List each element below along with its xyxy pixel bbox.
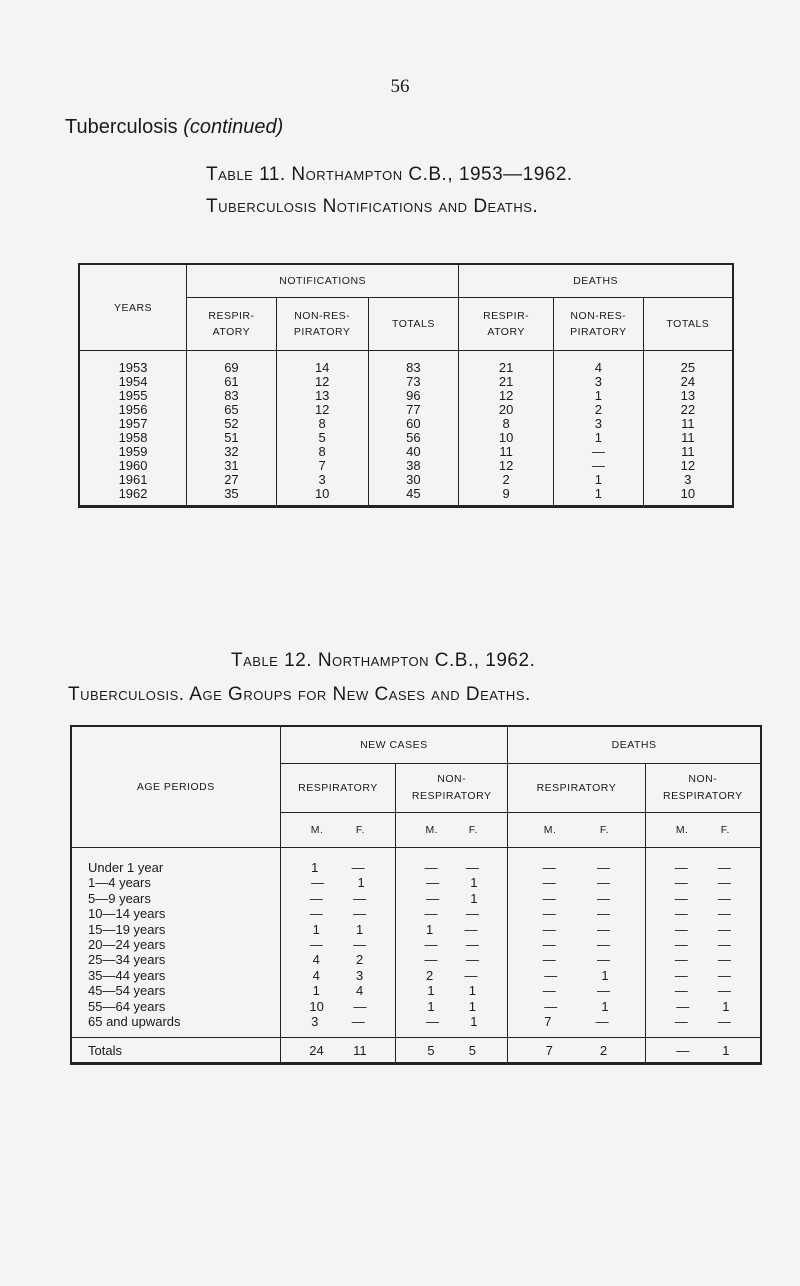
value-male: 7 [544,1014,552,1030]
header-mf: M. F. [280,813,396,848]
table-cell: 21 [459,351,554,376]
value-male: 1 [312,983,320,999]
header-deaths: DEATHS [508,726,761,764]
table-cell: — [553,445,643,459]
table-cell: 30 [368,473,459,487]
value-female: — [717,1014,731,1030]
cell-age-period: 45—54 years [88,983,166,999]
table-cell: 27 [187,473,277,487]
value-female: — [717,906,731,922]
table-cell [280,891,396,906]
value-female: 1 [357,875,365,891]
header-new-cases: NEW CASES [280,726,508,764]
value-male: — [676,1042,690,1058]
table-row [71,952,761,967]
value-female: 5 [468,1042,477,1058]
table-cell [508,906,646,921]
table-cell: 24 [643,375,733,389]
value-female: — [351,860,365,875]
value-female: — [717,952,731,968]
table-cell: 1 [553,473,643,487]
header-deaths-respiratory: RESPIR- ATORY [459,298,554,351]
table-cell: 60 [368,417,459,431]
table-row [71,848,761,876]
header-deaths-nonrespiratory: NON- RESPIRATORY [645,764,761,813]
value-female: 1 [722,998,730,1014]
value-female: — [717,875,731,891]
value-male: — [425,890,439,906]
value-male: 4 [312,952,320,968]
value-female: — [717,967,731,983]
table-cell: 3 [553,375,643,389]
table11-caption-line1: Table 11. Northampton C.B., 1953—1962. [206,164,573,185]
value-female: — [465,952,479,968]
table-cell: 10 [643,487,733,507]
value-male: — [674,875,688,891]
value-male: 1 [427,998,435,1014]
cell-age-period: 35—44 years [88,967,166,983]
table-cell: 11 [459,445,554,459]
value-male: — [542,875,556,891]
header-mf: M. F. [645,813,761,848]
value-female: — [597,875,611,891]
header-deaths: DEATHS [459,264,733,298]
table-cell [508,1014,646,1038]
value-female: 1 [468,998,477,1014]
cell-age-period: 10—14 years [88,906,166,922]
value-male: — [425,875,439,891]
table-cell: 61 [187,375,277,389]
value-male: — [424,860,438,875]
value-female: — [597,921,611,937]
value-male: — [542,860,556,875]
table-cell: 52 [187,417,277,431]
value-female: 1 [722,1042,730,1058]
value-female: — [597,983,611,999]
table-cell: — [553,459,643,473]
page-number: 56 [390,76,410,97]
value-female: — [353,998,367,1014]
totals-row [71,1038,761,1064]
table-cell: 73 [368,375,459,389]
cell-year: 1962 [118,486,148,501]
table-cell [280,875,396,890]
cell-year: 1961 [118,472,148,487]
value-male: — [674,860,688,875]
table-cell: 77 [368,403,459,417]
value-male: 10 [309,998,324,1014]
table-cell [508,1038,646,1064]
value-female: — [353,890,367,906]
value-female: — [717,937,731,953]
table-cell: 8 [459,417,554,431]
value-female: — [717,860,731,875]
value-female: — [353,906,367,922]
value-female: — [717,983,731,999]
table-row [79,473,733,487]
table-row [79,445,733,459]
section-title-continued: (continued) [183,116,284,138]
value-female: 1 [601,967,609,983]
table-cell: 35 [187,487,277,507]
value-male: — [674,906,688,922]
table-cell [396,952,508,967]
table-cell: 31 [187,459,277,473]
value-male: 4 [312,967,320,983]
value-female: — [597,952,611,968]
table-cell [645,875,761,890]
table-cell: 12 [276,375,368,389]
table-cell: 83 [187,389,277,403]
cell-age-period: 55—64 years [88,998,166,1014]
value-female: — [465,937,479,953]
value-male: — [309,906,323,922]
value-male: — [311,875,325,891]
table-row [79,487,733,507]
value-female: — [464,967,478,983]
header-mf: M. F. [508,813,646,848]
value-female: 4 [355,983,364,999]
table-row [79,403,733,417]
table-cell [396,937,508,952]
table-cell: 8 [276,417,368,431]
header-age-periods: AGE PERIODS [71,726,280,848]
table-cell [280,1038,396,1064]
table-cell [396,1014,508,1038]
table-cell [280,952,396,967]
table-cell: 51 [187,431,277,445]
table-cell: 2 [459,473,554,487]
value-female: 11 [353,1042,367,1058]
header-deaths-totals: TOTALS [643,298,733,351]
value-female: 1 [601,998,609,1014]
table-cell [645,968,761,983]
table-cell: 45 [368,487,459,507]
cell-age-period: 25—34 years [88,952,166,968]
table-cell [280,906,396,921]
table-row [71,891,761,906]
value-male: — [674,952,688,968]
table-cell: 8 [276,445,368,459]
table-cell [280,937,396,952]
table-row [79,375,733,389]
table-cell [508,891,646,906]
table-cell [645,891,761,906]
value-male: 7 [545,1042,553,1058]
cell-year: 1953 [118,360,148,375]
value-male: — [309,890,323,906]
value-male: — [425,1014,439,1030]
cell-year: 1958 [118,430,148,445]
table-row [71,999,761,1014]
value-male: 1 [311,860,319,875]
cell-year: 1956 [118,402,148,417]
value-female: 2 [355,952,364,968]
value-male: 1 [427,983,435,999]
table-cell: 1 [553,487,643,507]
cell-year: 1957 [118,416,148,431]
table-cell: 2 [553,403,643,417]
table-cell [645,922,761,937]
value-male: — [542,952,556,968]
table-row [71,968,761,983]
value-female: 1 [470,1014,478,1030]
table-cell [645,848,761,876]
table-cell [645,937,761,952]
value-male: 2 [425,967,434,983]
table-cell: 1 [553,389,643,403]
table-cell: 21 [459,375,554,389]
value-female: 1 [468,983,477,999]
table-cell: 12 [643,459,733,473]
value-male: — [544,967,558,983]
table-cell [645,983,761,998]
value-female: — [465,860,479,875]
cell-age-period: Totals [71,1038,280,1064]
table-cell [396,906,508,921]
header-mf: M. F. [396,813,508,848]
table11-caption-line2: Tuberculosis Notifications and Deaths. [206,196,539,217]
table-cell: 9 [459,487,554,507]
table-row [79,389,733,403]
cell-year: 1960 [118,458,148,473]
table-cell: 11 [643,445,733,459]
cell-age-period: Under 1 year [88,860,164,875]
value-male: — [542,890,556,906]
value-male: — [424,906,438,922]
table-row [71,937,761,952]
table-cell [508,968,646,983]
section-title-text: Tuberculosis [65,116,178,138]
value-female: 1 [355,921,364,937]
table12-caption-line1: Table 12. Northampton C.B., 1962. [231,650,536,671]
value-male: — [674,890,688,906]
table-cell: 13 [276,389,368,403]
header-notif-nonrespiratory: NON-RES- PIRATORY [276,298,368,351]
table-cell [396,875,508,890]
table-cell: 40 [368,445,459,459]
table12-caption-line2: Tuberculosis. Age Groups for New Cases and Deaths. [68,684,531,705]
table-cell [280,848,396,876]
cell-age-period: 5—9 years [88,890,151,906]
value-female: — [595,1014,609,1030]
cell-age-period: 65 and upwards [88,1014,181,1030]
cell-age-period: 15—19 years [88,921,166,937]
value-male: — [542,921,556,937]
header-cases-nonrespiratory: NON- RESPIRATORY [396,764,508,813]
table-cell [645,999,761,1014]
table-row [71,1014,761,1038]
value-female: — [464,921,478,937]
cell-year: 1954 [118,374,148,389]
table-cell: 11 [643,431,733,445]
table-cell [280,1014,396,1038]
value-male: — [674,967,688,983]
table-notifications-deaths [78,263,734,508]
value-female: 1 [470,875,478,891]
table-cell [280,999,396,1014]
table-cell: 3 [276,473,368,487]
table-row [71,922,761,937]
value-female: 3 [355,967,364,983]
value-male: — [674,983,688,999]
table-cell [508,922,646,937]
table-cell [396,968,508,983]
table-cell [508,983,646,998]
table-cell: 65 [187,403,277,417]
value-male: — [424,952,438,968]
value-female: — [351,1014,365,1030]
value-male: — [676,998,690,1014]
table-cell: 3 [553,417,643,431]
value-male: — [542,937,556,953]
table-cell [508,937,646,952]
table-row [79,351,733,376]
table-cell: 32 [187,445,277,459]
table-cell: 10 [276,487,368,507]
table-cell: 12 [459,389,554,403]
header-notifications: NOTIFICATIONS [187,264,459,298]
table-row [71,983,761,998]
table-cell: 1 [553,431,643,445]
value-female: — [465,906,479,922]
value-male: — [674,937,688,953]
table-cell [280,983,396,998]
header-years: YEARS [79,264,187,351]
table-cell [645,906,761,921]
value-female: — [353,937,367,953]
cell-year: 1955 [118,388,148,403]
table-cell [396,922,508,937]
table-row [71,875,761,890]
table-cell: 7 [276,459,368,473]
value-male: 24 [309,1042,324,1058]
value-female: — [597,906,611,922]
value-female: — [717,921,731,937]
table-cell: 69 [187,351,277,376]
table-cell: 14 [276,351,368,376]
table-row [79,417,733,431]
table-cell [280,968,396,983]
table-row [79,459,733,473]
table-cell: 25 [643,351,733,376]
table-cell: 20 [459,403,554,417]
table-cell: 12 [276,403,368,417]
table-row [71,906,761,921]
table-cell [396,983,508,998]
value-female: 1 [470,890,478,906]
table-cell: 38 [368,459,459,473]
table-cell: 56 [368,431,459,445]
value-female: — [597,890,611,906]
header-cases-respiratory: RESPIRATORY [280,764,396,813]
value-male: 1 [312,921,320,937]
table-cell: 83 [368,351,459,376]
table-cell: 4 [553,351,643,376]
section-title [65,116,283,139]
table-cell: 3 [643,473,733,487]
table-cell: 96 [368,389,459,403]
value-male: 3 [311,1014,319,1030]
value-female: 2 [599,1042,608,1058]
value-male: — [542,983,556,999]
value-male: — [674,921,688,937]
table-cell [280,922,396,937]
table-cell: 10 [459,431,554,445]
table-row [79,431,733,445]
table-cell [396,1038,508,1064]
table-cell: 22 [643,403,733,417]
value-male: 1 [425,921,434,937]
value-male: 5 [427,1042,435,1058]
cell-age-period: 20—24 years [88,937,166,953]
table-cell [396,999,508,1014]
table-cell: 5 [276,431,368,445]
value-male: — [544,998,558,1014]
table-cell [645,1038,761,1064]
header-notif-respiratory: RESPIR- ATORY [187,298,277,351]
table-cell [396,848,508,876]
table-cell [508,952,646,967]
value-male: — [542,906,556,922]
header-deaths-respiratory: RESPIRATORY [508,764,646,813]
table-cell [508,999,646,1014]
value-male: — [424,937,438,953]
table-cell: 12 [459,459,554,473]
table-cell [645,1014,761,1038]
cell-age-period: 1—4 years [88,875,151,891]
cell-year: 1959 [118,444,148,459]
table-cell [645,952,761,967]
value-male: — [674,1014,688,1030]
header-notif-totals: TOTALS [368,298,459,351]
value-female: — [597,937,611,953]
table-age-groups [70,725,762,1065]
table-cell: 11 [643,417,733,431]
header-deaths-nonrespiratory: NON-RES- PIRATORY [553,298,643,351]
table-cell [508,875,646,890]
table-cell [396,891,508,906]
value-female: — [597,860,611,875]
table-cell [508,848,646,876]
value-female: — [717,890,731,906]
table-cell: 13 [643,389,733,403]
value-male: — [309,937,323,953]
